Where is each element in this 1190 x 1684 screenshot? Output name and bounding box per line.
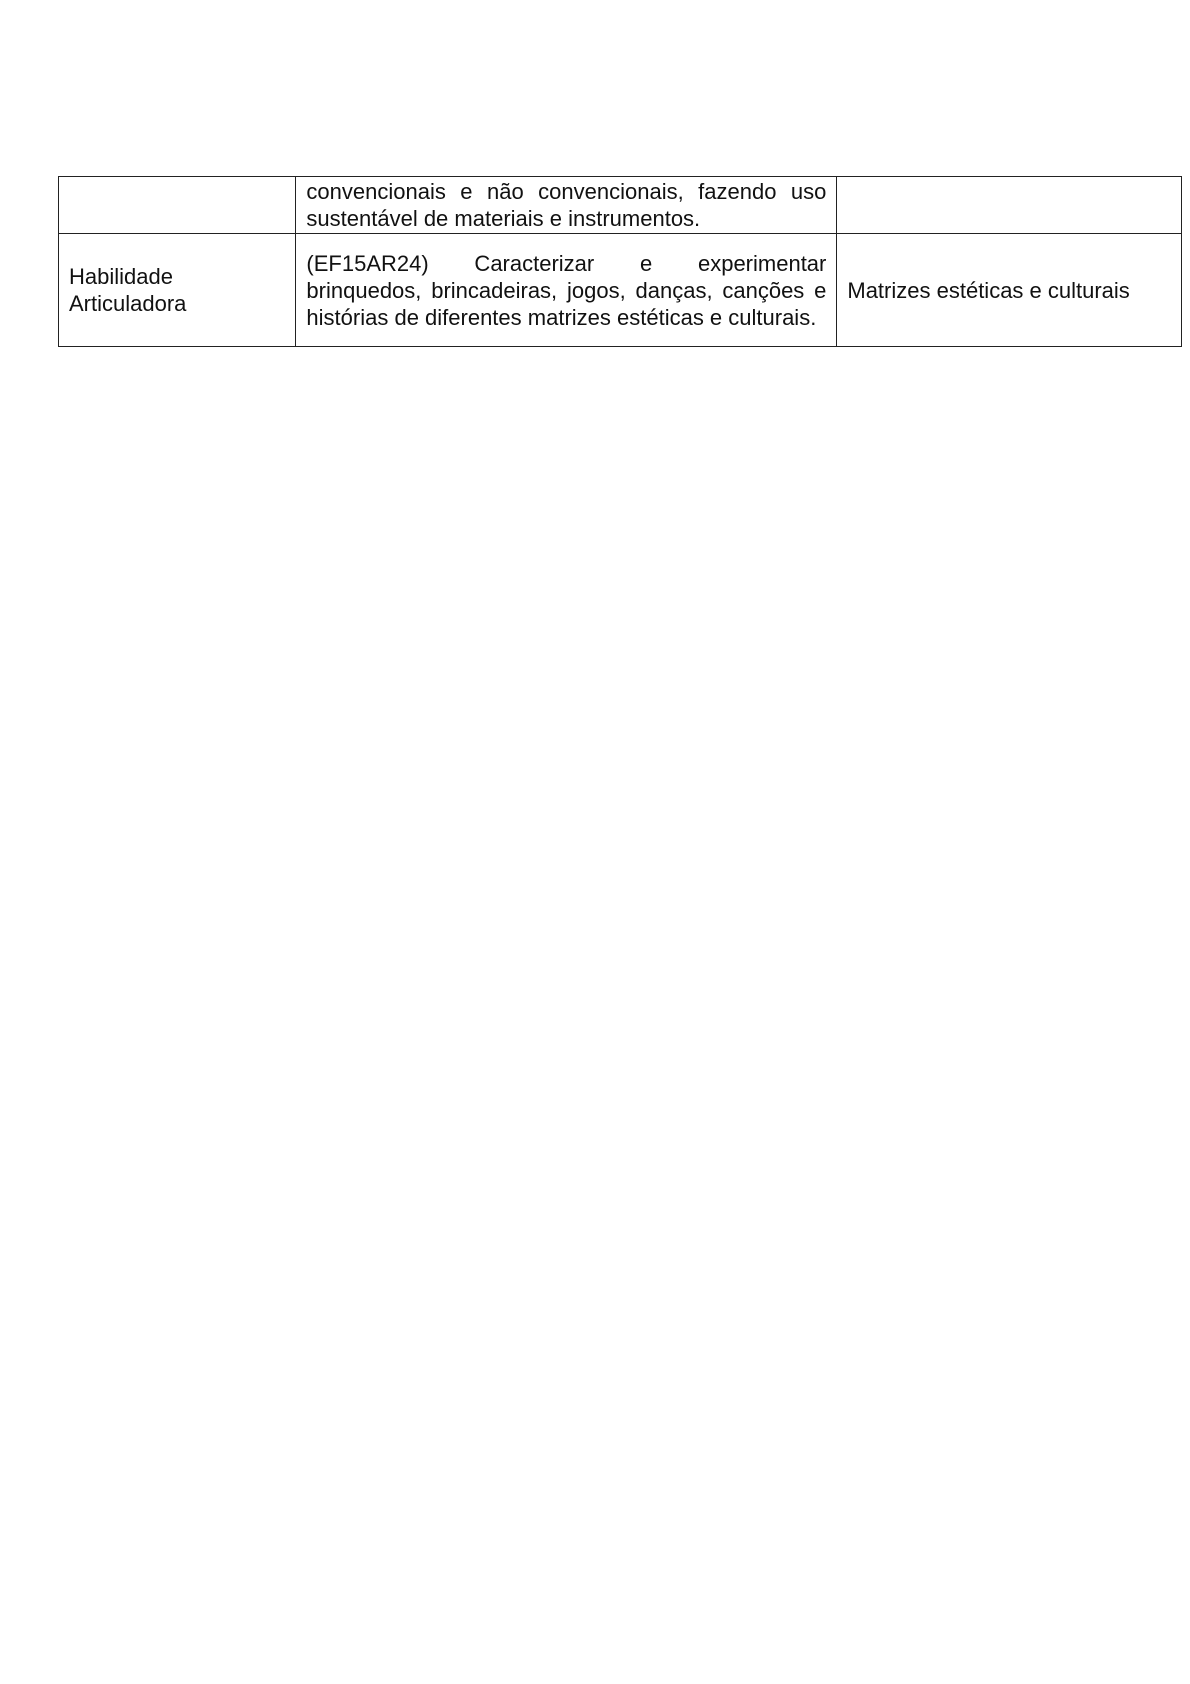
skill-description: convencionais e não convencionais, fazendo uso sustentável de materiais e instrumentos.	[306, 179, 827, 231]
category-label-line2: Articuladora	[69, 291, 187, 316]
skill-description: (EF15AR24) Caracterizar e experimentar brinquedos, brincadeiras, jogos, danças, canções e histórias de diferentes matrizes estéticas e culturais.	[306, 250, 827, 330]
table-cell-object	[837, 234, 1182, 347]
knowledge-object: Matrizes estéticas e culturais	[847, 277, 1130, 303]
curriculum-table	[58, 176, 1182, 347]
table-cell-object	[837, 177, 1182, 234]
table-cell-category	[59, 234, 296, 347]
table-row	[59, 234, 1182, 347]
table-cell-category	[59, 177, 296, 234]
table-cell-skill	[296, 177, 837, 234]
table-row	[59, 177, 1182, 234]
category-label-line1: Habilidade	[69, 264, 173, 289]
table-cell-skill	[296, 234, 837, 347]
